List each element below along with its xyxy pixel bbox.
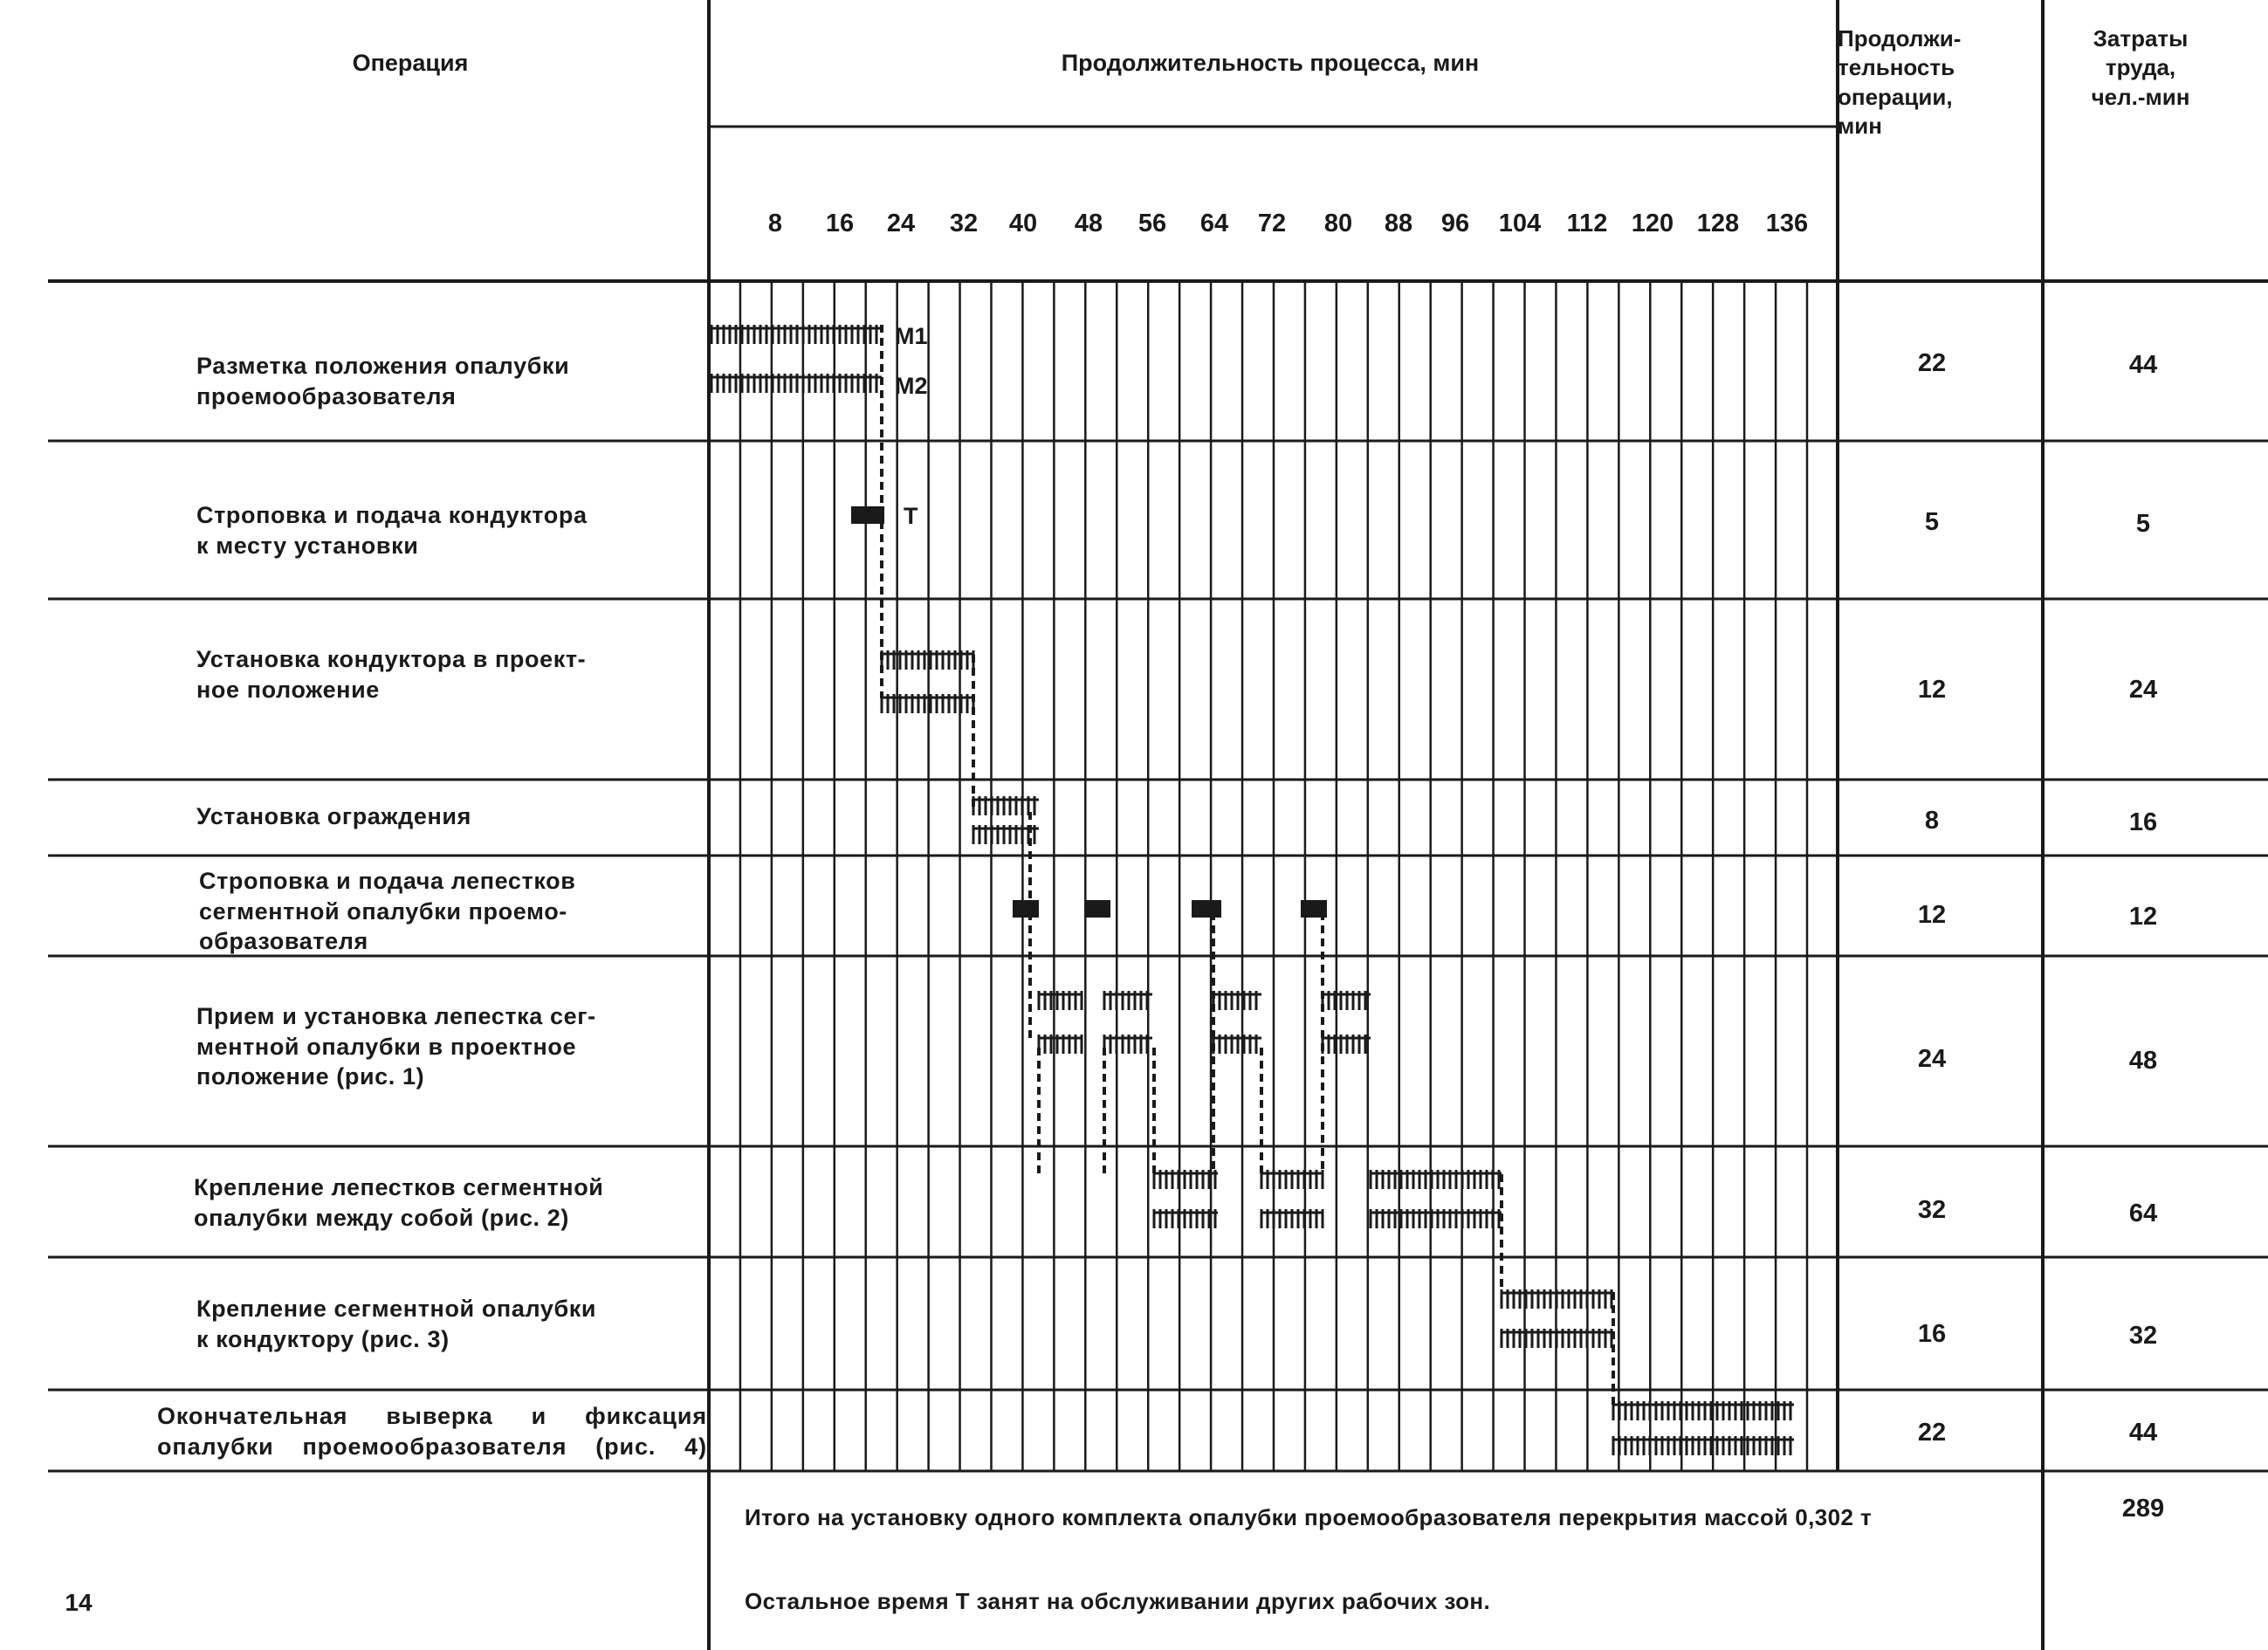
- time-tick: 112: [1566, 210, 1608, 237]
- time-tick: 56: [1137, 210, 1167, 237]
- time-tick: 16: [825, 210, 855, 237]
- activity-bar-m1: [1039, 991, 1082, 1010]
- crane-bar: [851, 506, 884, 524]
- time-tick: 64: [1199, 210, 1229, 237]
- activity-bar-m1: [1261, 1170, 1323, 1189]
- activity-bar-m2: [1154, 1209, 1218, 1228]
- activity-bar-m1: [1371, 1170, 1502, 1189]
- header-process-duration: Продолжительность процесса, мин: [1061, 50, 1480, 76]
- activity-bar-m2: [1261, 1209, 1323, 1228]
- activity-bar-m1: [711, 325, 882, 344]
- time-tick: 40: [1008, 210, 1038, 237]
- activity-bar-m1: [1613, 1401, 1794, 1420]
- header-labor: Затраты труда, чел.-мин: [2091, 25, 2190, 110]
- activity-bar-m1: [1502, 1289, 1613, 1309]
- labor-cost: 48: [2128, 1047, 2158, 1075]
- time-tick: 48: [1074, 210, 1103, 237]
- time-tick: 136: [1765, 210, 1809, 237]
- time-tick: 72: [1257, 210, 1287, 237]
- labor-cost: 12: [2128, 903, 2158, 931]
- activity-bar-m1: [1213, 991, 1261, 1010]
- time-tick: 32: [949, 210, 979, 237]
- operation-duration: 22: [1917, 349, 1947, 377]
- activity-bar-m2: [1213, 1035, 1261, 1054]
- total-labor: 289: [2121, 1495, 2165, 1523]
- operation-name: Крепление лепестков сегментной опалубки между собой (рис. 2): [194, 1174, 604, 1231]
- totals-note: Итого на установку одного комплекта опалубки проемообразователя перекрытия массой 0,302 т: [745, 1504, 1873, 1530]
- crane-bar: [1013, 900, 1039, 918]
- time-tick: 104: [1498, 210, 1542, 237]
- page-number: 14: [65, 1589, 93, 1616]
- operation-duration: 12: [1917, 901, 1947, 929]
- operation-duration: 8: [1924, 807, 1940, 835]
- activity-bar-m1: [1323, 991, 1371, 1010]
- header-operation: Операция: [352, 50, 469, 76]
- operation-name: Крепление сегментной опалубки к кондуктору (рис. 3): [196, 1296, 597, 1352]
- sequence-connector: [1213, 912, 1323, 1174]
- activity-bar-m1: [1154, 1170, 1218, 1189]
- labor-cost: 44: [2128, 1419, 2158, 1447]
- operation-duration: 16: [1917, 1320, 1947, 1348]
- crane-bar: [1192, 900, 1221, 918]
- activity-bar-m1: [1104, 991, 1152, 1010]
- labor-cost: 44: [2128, 351, 2158, 379]
- activity-bar-m2: [1371, 1209, 1502, 1228]
- operation-name: Строповка и подача кондуктора к месту установки: [196, 502, 588, 559]
- operation-duration: 24: [1917, 1045, 1947, 1073]
- labor-cost: 24: [2128, 676, 2158, 704]
- operation-name: Окончательная выверка и фиксация опалубки проемообразователя (рис. 4): [157, 1403, 707, 1460]
- time-tick: 24: [886, 210, 916, 237]
- sequence-connector: [1039, 1048, 1154, 1174]
- operation-name: Разметка положения опалубки проемообразователя: [196, 353, 570, 409]
- operation-name: Установка ограждения: [196, 803, 471, 829]
- worker-label-t: Т: [904, 503, 918, 529]
- totals-remark: Остальное время Т занят на обслуживании других рабочих зон.: [745, 1588, 1491, 1614]
- labor-cost: 16: [2128, 808, 2158, 836]
- operation-duration: 5: [1924, 508, 1940, 536]
- time-tick: 88: [1384, 210, 1413, 237]
- activity-bar-m2: [1502, 1329, 1613, 1348]
- header-operation-duration: Продолжи- тельность операции, мин: [1838, 25, 1962, 139]
- worker-label-m2: М2: [895, 373, 928, 399]
- activity-bar-m2: [1323, 1035, 1371, 1054]
- time-tick: 128: [1696, 210, 1740, 237]
- time-tick: 96: [1440, 210, 1470, 237]
- operation-name: Прием и установка лепестка сег- ментной опалубки в проектное положение (рис. 1): [196, 1003, 596, 1090]
- operation-duration: 22: [1917, 1419, 1947, 1447]
- activity-bar-m2: [1039, 1035, 1082, 1054]
- time-tick: 120: [1631, 210, 1674, 237]
- time-tick: 80: [1323, 210, 1353, 237]
- activity-bar-m2: [1104, 1035, 1152, 1054]
- operation-name: Установка кондуктора в проект- ное положение: [196, 646, 587, 703]
- labor-cost: 64: [2128, 1200, 2158, 1227]
- operation-name: Строповка и подача лепестков сегментной опалубки проемо- образователя: [199, 868, 576, 955]
- crane-bar: [1084, 900, 1110, 918]
- operation-duration: 32: [1917, 1196, 1947, 1224]
- labor-cost: 32: [2128, 1322, 2158, 1350]
- activity-bar-m2: [711, 374, 882, 393]
- operation-duration: 12: [1917, 676, 1947, 704]
- labor-cost: 5: [2135, 510, 2151, 538]
- time-tick: 8: [767, 210, 783, 237]
- activity-bar-m2: [1613, 1436, 1794, 1455]
- worker-label-m1: М1: [895, 323, 928, 349]
